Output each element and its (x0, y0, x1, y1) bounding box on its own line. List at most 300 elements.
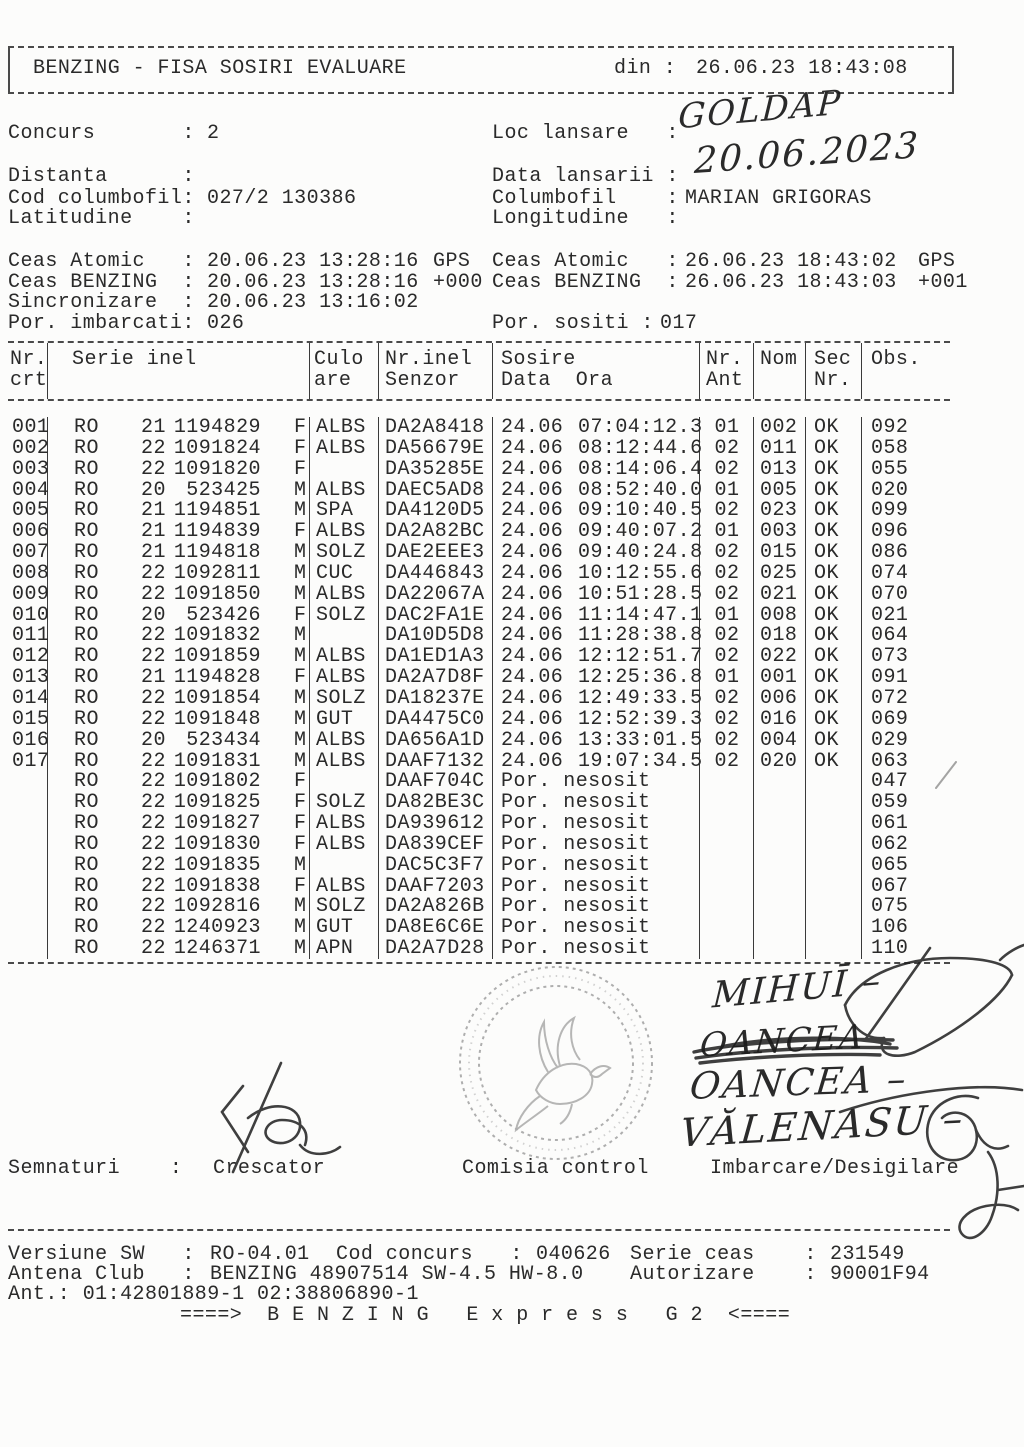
columbofil-label: Columbofil : (492, 187, 679, 210)
table-row (8, 792, 950, 813)
handwritten-name-top: MIHUĪ – (711, 960, 884, 1017)
cell-sec: OK (806, 688, 862, 709)
arrivals-table (8, 341, 950, 964)
cell-nr-ant: 02 (700, 625, 754, 646)
cell-obs: 067 (871, 874, 909, 898)
cell-nr-ant: 02 (700, 688, 754, 709)
por-imbarcati-label: Por. imbarcati: (8, 312, 195, 335)
cell-nr-ant: 01 (700, 417, 754, 438)
antena-club-label: Antena Club : (8, 1263, 195, 1286)
cell-nr-ant (700, 813, 754, 834)
concurs-label: Concurs : (8, 122, 195, 145)
cell-senzor: DA2A826B (379, 896, 493, 917)
cell-sec (806, 834, 862, 855)
cell-nom (754, 813, 806, 834)
cell-nr (8, 917, 48, 938)
cell-culoare: SOLZ (310, 688, 379, 709)
cell-nr-ant: 02 (700, 709, 754, 730)
cell-obs: 058 (871, 436, 909, 460)
cell-senzor: DAC2FA1E (379, 605, 493, 626)
cell-sec: OK (806, 542, 862, 563)
cell-senzor: DA8E6C6E (379, 917, 493, 938)
offset-right: +001 (918, 271, 968, 294)
cell-culoare: SOLZ (310, 605, 379, 626)
cell-culoare (310, 771, 379, 792)
cell-nom (754, 896, 806, 917)
crescator-label: Crescator (213, 1157, 326, 1180)
cod-concurs-value: 040626 (536, 1243, 611, 1266)
versiune-sw-value: RO-04.01 (210, 1243, 310, 1266)
cell-serie: 1091854 RO 22 M (48, 688, 310, 709)
cod-concurs-label: Cod concurs : (336, 1243, 523, 1266)
cell-nr (8, 896, 48, 917)
cell-senzor: DA2A8418 (379, 417, 493, 438)
cell-nr: 012 (8, 646, 48, 667)
cell-senzor: DA2A7D8F (379, 667, 493, 688)
cell-nom: 022 (754, 646, 806, 667)
cell-nr-ant: 01 (700, 605, 754, 626)
cell-nr-ant (700, 855, 754, 876)
cell-sosire: Por. nesosit (493, 813, 700, 834)
cell-culoare: ALBS (310, 876, 379, 897)
cell-nom: 001 (754, 667, 806, 688)
cell-nom (754, 792, 806, 813)
header-sec-nr: Sec Nr. (806, 343, 862, 399)
cell-senzor: DA656A1D (379, 730, 493, 751)
cell-nr: 017 (8, 751, 48, 772)
cell-obs: 021 (871, 603, 909, 627)
cell-obs: 074 (871, 561, 909, 585)
cell-sosire: 24.06 08:12:44.6 (493, 438, 700, 459)
cell-senzor: DA4120D5 (379, 500, 493, 521)
cell-sec: OK (806, 417, 862, 438)
handwritten-name-mid: OANCEA – (687, 1057, 910, 1108)
cell-nr: 015 (8, 709, 48, 730)
cell-nr: 008 (8, 563, 48, 584)
table-row (8, 459, 950, 480)
cell-serie: 1091859 RO 22 M (48, 646, 310, 667)
cell-sosire: Por. nesosit (493, 855, 700, 876)
cell-obs: 065 (871, 853, 909, 877)
header-senzor: Nr.inel Senzor (379, 343, 493, 399)
cell-nom: 003 (754, 521, 806, 542)
cell-sosire: Por. nesosit (493, 834, 700, 855)
cell-nr-ant (700, 896, 754, 917)
por-sositi-label: Por. sositi : (492, 312, 654, 335)
cod-columbofil-label: Cod columbofil: (8, 187, 195, 210)
table-row (8, 563, 950, 584)
cell-nr: 010 (8, 605, 48, 626)
cell-nr-ant: 02 (700, 459, 754, 480)
cell-sosire: 24.06 13:33:01.5 (493, 730, 700, 751)
cell-senzor: DA446843 (379, 563, 493, 584)
por-sositi-value: 017 (660, 312, 698, 335)
cell-nr-ant: 01 (700, 480, 754, 501)
cell-culoare: APN (310, 938, 379, 959)
cell-obs: 106 (871, 916, 909, 940)
cell-culoare: ALBS (310, 667, 379, 688)
antenna-ids-line: Ant.: 01:42801889-1 02:38806890-1 (8, 1283, 419, 1306)
ceas-benzing-value-right: 26.06.23 18:43:03 (685, 271, 897, 294)
cell-serie: 1240923 RO 22 M (48, 917, 310, 938)
cell-nr: 003 (8, 459, 48, 480)
data-lansarii-label: Data lansarii : (492, 165, 679, 188)
cell-obs: 020 (871, 478, 909, 502)
cell-nr-ant: 02 (700, 730, 754, 751)
cell-nom: 005 (754, 480, 806, 501)
gps-left: GPS (433, 250, 471, 273)
cell-nr-ant (700, 771, 754, 792)
cell-sosire: 24.06 11:28:38.8 (493, 625, 700, 646)
cell-nom: 011 (754, 438, 806, 459)
table-row (8, 521, 950, 542)
cell-nr-ant: 02 (700, 563, 754, 584)
table-row (8, 480, 950, 501)
cell-sosire: 24.06 12:12:51.7 (493, 646, 700, 667)
cell-sec: OK (806, 480, 862, 501)
cell-culoare: ALBS (310, 751, 379, 772)
cell-culoare: ALBS (310, 417, 379, 438)
cell-obs: 073 (871, 645, 909, 669)
cell-sosire: 24.06 12:52:39.3 (493, 709, 700, 730)
cell-serie: 1091848 RO 22 M (48, 709, 310, 730)
ceas-benzing-value-left: 20.06.23 13:28:16 (207, 271, 419, 294)
serie-ceas-label: Serie ceas : (630, 1243, 817, 1266)
cell-sosire: 24.06 09:10:40.5 (493, 500, 700, 521)
table-row (8, 688, 950, 709)
cell-obs: 086 (871, 541, 909, 565)
cell-sec: OK (806, 709, 862, 730)
cell-nom (754, 938, 806, 959)
cell-obs: 029 (871, 728, 909, 752)
cell-culoare: CUC (310, 563, 379, 584)
cell-sec (806, 855, 862, 876)
cell-obs: 110 (871, 937, 909, 961)
cell-sec (806, 917, 862, 938)
cell-nom: 016 (754, 709, 806, 730)
cell-nr: 014 (8, 688, 48, 709)
cell-nr: 001 (8, 417, 48, 438)
cell-nr: 004 (8, 480, 48, 501)
cell-obs: 099 (871, 499, 909, 523)
cell-sec: OK (806, 646, 862, 667)
cell-obs: 061 (871, 812, 909, 836)
cell-sosire: Por. nesosit (493, 771, 700, 792)
cell-obs: 047 (871, 770, 909, 794)
cell-sosire: 24.06 12:25:36.8 (493, 667, 700, 688)
cell-nr: 013 (8, 667, 48, 688)
cell-sosire: 24.06 10:12:55.6 (493, 563, 700, 584)
cell-obs: 062 (871, 832, 909, 856)
cell-nom: 006 (754, 688, 806, 709)
table-row (8, 646, 950, 667)
cell-culoare: SOLZ (310, 896, 379, 917)
cell-nr: 006 (8, 521, 48, 542)
cell-nr (8, 813, 48, 834)
cell-nom (754, 771, 806, 792)
cell-serie: 523425 RO 20 M (48, 480, 310, 501)
table-header (8, 343, 950, 401)
table-row (8, 438, 950, 459)
gps-right: GPS (918, 250, 956, 273)
cell-obs: 075 (871, 895, 909, 919)
concurs-value: 2 (207, 122, 220, 145)
cell-nom: 015 (754, 542, 806, 563)
table-row (8, 938, 950, 959)
dove-icon (516, 1018, 610, 1130)
cell-nom: 020 (754, 751, 806, 772)
table-row (8, 605, 950, 626)
table-row (8, 896, 950, 917)
table-row (8, 667, 950, 688)
cell-sec: OK (806, 730, 862, 751)
cell-sec (806, 813, 862, 834)
cell-obs: 096 (871, 520, 909, 544)
cell-nr-ant: 02 (700, 751, 754, 772)
cell-sosire: 24.06 12:49:33.5 (493, 688, 700, 709)
cell-senzor: DAAF7132 (379, 751, 493, 772)
cell-nr: 007 (8, 542, 48, 563)
cell-nr-ant (700, 792, 754, 813)
cell-senzor: DAE2EEE3 (379, 542, 493, 563)
autorizare-label: Autorizare : (630, 1263, 817, 1286)
cell-sosire: 24.06 09:40:07.2 (493, 521, 700, 542)
cell-culoare: ALBS (310, 813, 379, 834)
cell-serie: 1194839 RO 21 F (48, 521, 310, 542)
cell-sec: OK (806, 751, 862, 772)
cell-culoare: ALBS (310, 834, 379, 855)
cell-serie: 523426 RO 20 F (48, 605, 310, 626)
table-row (8, 542, 950, 563)
table-row (8, 417, 950, 438)
crescator-signature (222, 1063, 340, 1172)
cell-senzor: DA2A7D28 (379, 938, 493, 959)
cell-culoare (310, 625, 379, 646)
cell-sosire: 24.06 07:04:12.3 (493, 417, 700, 438)
club-stamp (452, 962, 660, 1170)
handwritten-loc-lansare: GOLDAP (677, 82, 844, 138)
cell-sec: OK (806, 563, 862, 584)
cell-serie: 1194851 RO 21 M (48, 500, 310, 521)
cell-sosire: 24.06 19:07:34.5 (493, 751, 700, 772)
cell-sec (806, 896, 862, 917)
cell-serie: 1092816 RO 22 M (48, 896, 310, 917)
cell-sec: OK (806, 605, 862, 626)
printed-datetime: 26.06.23 18:43:08 (696, 57, 908, 80)
handwritten-data-lansarii: 20.06.2023 (693, 125, 921, 182)
cell-culoare (310, 459, 379, 480)
cod-columbofil-value: 027/2 130386 (207, 187, 357, 210)
cell-senzor: DA839CEF (379, 834, 493, 855)
cell-nom (754, 834, 806, 855)
cell-obs: 063 (871, 749, 909, 773)
table-row (8, 876, 950, 897)
ceas-atomic-value-right: 26.06.23 18:43:02 (685, 250, 897, 273)
cell-culoare: ALBS (310, 584, 379, 605)
cell-nr-ant: 02 (700, 542, 754, 563)
cell-senzor: DA939612 (379, 813, 493, 834)
cell-nr (8, 792, 48, 813)
cell-serie: 1091830 RO 22 F (48, 834, 310, 855)
semnaturi-label: Semnaturi : (8, 1157, 183, 1180)
cell-sec (806, 876, 862, 897)
cell-serie: 1091825 RO 22 F (48, 792, 310, 813)
cell-nr-ant: 02 (700, 500, 754, 521)
cell-sosire: Por. nesosit (493, 792, 700, 813)
cell-sec (806, 792, 862, 813)
versiune-sw-label: Versiune SW : (8, 1243, 195, 1266)
din-label: din : (614, 57, 677, 80)
table-row (8, 709, 950, 730)
cell-culoare: ALBS (310, 438, 379, 459)
cell-nom: 008 (754, 605, 806, 626)
cell-sosire: Por. nesosit (493, 896, 700, 917)
cell-obs: 092 (871, 416, 909, 439)
cell-sosire: Por. nesosit (493, 938, 700, 959)
footer-separator (8, 1229, 950, 1231)
ceas-atomic-label-left: Ceas Atomic : (8, 250, 195, 273)
header-serie-inel: Serie inel (48, 343, 310, 399)
cell-obs: 091 (871, 666, 909, 690)
cell-nr-ant (700, 917, 754, 938)
cell-obs: 064 (871, 624, 909, 648)
cell-culoare: SPA (310, 500, 379, 521)
cell-nom (754, 917, 806, 938)
cell-sec: OK (806, 521, 862, 542)
cell-sosire: 24.06 08:14:06.4 (493, 459, 700, 480)
cell-sec: OK (806, 667, 862, 688)
cell-senzor: DA56679E (379, 438, 493, 459)
cell-nom: 025 (754, 563, 806, 584)
cell-senzor: DAAF7203 (379, 876, 493, 897)
cell-obs: 059 (871, 791, 909, 815)
cell-sosire: 24.06 09:40:24.8 (493, 542, 700, 563)
cell-nr-ant: 01 (700, 521, 754, 542)
report-title: BENZING - FISA SOSIRI EVALUARE (33, 57, 407, 80)
cell-serie: 1091850 RO 22 M (48, 584, 310, 605)
cell-senzor: DA10D5D8 (379, 625, 493, 646)
cell-nr-ant: 02 (700, 646, 754, 667)
table-body (8, 401, 950, 964)
cell-senzor: DA1ED1A3 (379, 646, 493, 667)
cell-nr: 016 (8, 730, 48, 751)
cell-nr: 005 (8, 500, 48, 521)
table-row (8, 500, 950, 521)
cell-serie: 1194828 RO 21 F (48, 667, 310, 688)
antena-club-value: BENZING 48907514 SW-4.5 HW-8.0 (210, 1263, 584, 1286)
cell-sec: OK (806, 584, 862, 605)
cell-culoare (310, 855, 379, 876)
cell-nr-ant (700, 938, 754, 959)
cell-senzor: DA82BE3C (379, 792, 493, 813)
cell-culoare: SOLZ (310, 792, 379, 813)
sincronizare-value: 20.06.23 13:16:02 (207, 291, 419, 314)
autorizare-value: 90001F94 (830, 1263, 930, 1286)
cell-culoare: ALBS (310, 646, 379, 667)
imbarcare-desigilare-label: Imbarcare/Desigilare (710, 1157, 960, 1180)
header-nr-crt: Nr. crt (8, 343, 48, 399)
ceas-benzing-label-right: Ceas BENZING : (492, 271, 679, 294)
header-sosire: Sosire Data Ora (493, 343, 700, 399)
cell-culoare: GUT (310, 709, 379, 730)
latitudine-label: Latitudine : (8, 207, 195, 230)
cell-sosire: 24.06 10:51:28.5 (493, 584, 700, 605)
header-obs: Obs. (871, 348, 921, 371)
cell-serie: 1091832 RO 22 M (48, 625, 310, 646)
ceas-atomic-label-right: Ceas Atomic : (492, 250, 679, 273)
distanta-label: Distanta : (8, 165, 195, 188)
cell-serie: 1091802 RO 22 F (48, 771, 310, 792)
cell-nr-ant: 01 (700, 667, 754, 688)
cell-sec: OK (806, 459, 862, 480)
table-row (8, 771, 950, 792)
cell-senzor: DA22067A (379, 584, 493, 605)
cell-serie: 1194818 RO 21 M (48, 542, 310, 563)
cell-serie: 1091831 RO 22 M (48, 751, 310, 772)
cell-nr (8, 855, 48, 876)
table-row (8, 813, 950, 834)
comisia-control-label: Comisia control (462, 1157, 649, 1180)
cell-sosire: Por. nesosit (493, 876, 700, 897)
table-row (8, 917, 950, 938)
cell-senzor: DA18237E (379, 688, 493, 709)
cell-nom: 002 (754, 417, 806, 438)
table-row (8, 625, 950, 646)
header-nom: Nom (754, 343, 806, 399)
handwritten-name-bottom: VĂLENASU – (678, 1096, 967, 1157)
cell-sec: OK (806, 438, 862, 459)
serie-ceas-value: 231549 (830, 1243, 905, 1266)
cell-senzor: DAAF704C (379, 771, 493, 792)
cell-nr (8, 938, 48, 959)
cell-senzor: DA2A82BC (379, 521, 493, 542)
cell-sec (806, 938, 862, 959)
benzing-express-line: ====> B E N Z I N G E x p r e s s G 2 <==== (180, 1304, 791, 1327)
table-row (8, 584, 950, 605)
cell-nr: 002 (8, 438, 48, 459)
offset-left: +000 (433, 271, 483, 294)
por-imbarcati-value: 026 (207, 312, 245, 335)
cell-serie: 1246371 RO 22 M (48, 938, 310, 959)
cell-obs: 070 (871, 582, 909, 606)
cell-obs: 069 (871, 707, 909, 731)
columbofil-value: MARIAN GRIGORAS (685, 187, 872, 210)
cell-culoare: ALBS (310, 480, 379, 501)
cell-sec: OK (806, 625, 862, 646)
table-row (8, 834, 950, 855)
cell-serie: 1092811 RO 22 M (48, 563, 310, 584)
cell-serie: 1091820 RO 22 F (48, 459, 310, 480)
cell-senzor: DA4475C0 (379, 709, 493, 730)
cell-nr: 009 (8, 584, 48, 605)
sincronizare-label: Sincronizare : (8, 291, 195, 314)
table-row (8, 751, 950, 772)
cell-serie: 1194829 RO 21 F (48, 417, 310, 438)
cell-culoare: ALBS (310, 730, 379, 751)
cell-obs: 072 (871, 686, 909, 710)
cell-serie: 523434 RO 20 M (48, 730, 310, 751)
cell-nom: 021 (754, 584, 806, 605)
cell-nr (8, 876, 48, 897)
cell-sosire: Por. nesosit (493, 917, 700, 938)
header-nr-ant: Nr. Ant (700, 343, 754, 399)
cell-nom: 023 (754, 500, 806, 521)
table-row (8, 855, 950, 876)
cell-nom: 004 (754, 730, 806, 751)
cell-nom: 018 (754, 625, 806, 646)
cell-culoare: SOLZ (310, 542, 379, 563)
cell-senzor: DAC5C3F7 (379, 855, 493, 876)
